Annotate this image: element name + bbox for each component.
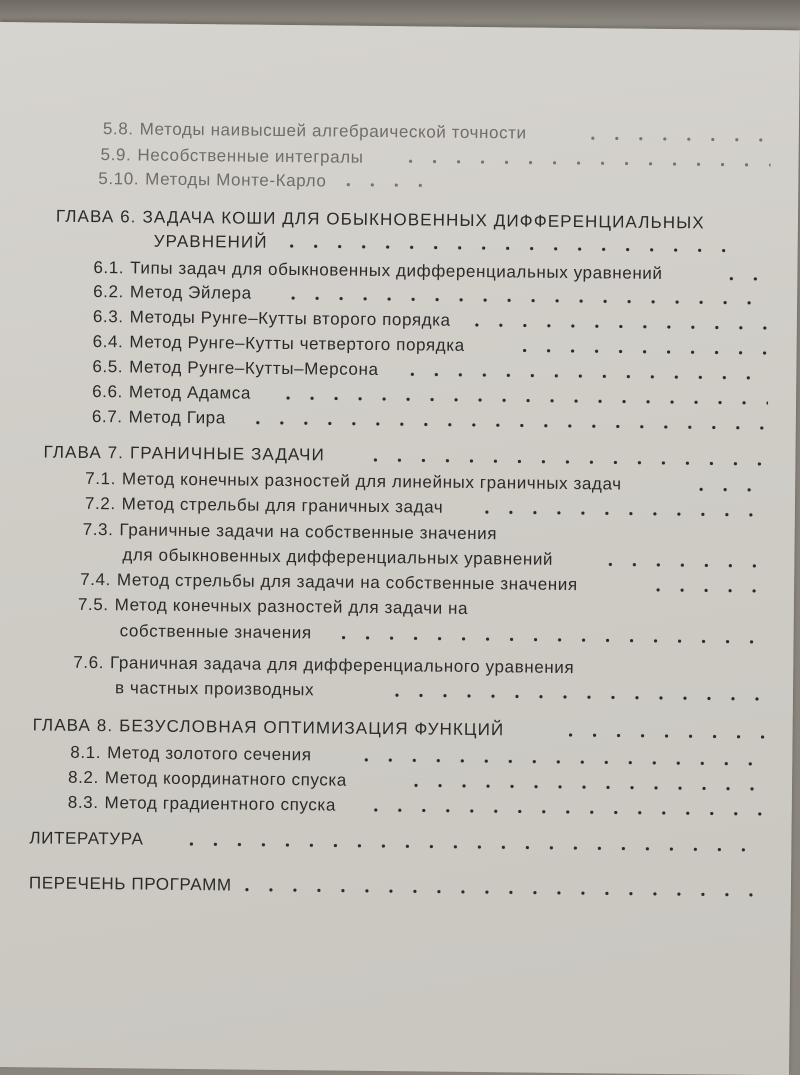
toc-entry-7-6-cont — [115, 678, 314, 700]
dot-leader — [280, 244, 726, 253]
section-title: Граничная задача для дифференциального уравнения — [109, 653, 575, 678]
section-title: Метод конечных разностей для задачи на — [114, 595, 469, 618]
section-title: Методы Рунге–Кутты второго порядка — [129, 307, 451, 330]
section-number: 5.10. — [98, 169, 140, 189]
dot-leader — [513, 348, 769, 355]
section-number: 7.4. — [80, 569, 112, 590]
section-number: 5.9. — [100, 145, 132, 165]
dot-leader — [276, 396, 768, 405]
section-title: Метод Гира — [128, 407, 226, 428]
dot-leader — [400, 372, 768, 380]
section-title: Метод золотого сечения — [107, 743, 312, 765]
section-title: Метод Эйлера — [129, 282, 252, 303]
chapter-6-heading-cont — [154, 232, 268, 253]
chapter-label: ГЛАВА 8. — [32, 715, 114, 736]
toc-entry-8-1 — [70, 743, 311, 766]
section-number: 5.8. — [102, 119, 134, 139]
toc-entry-literature — [29, 828, 143, 849]
dot-leader — [179, 842, 763, 852]
chapter-label: ГЛАВА 7. — [43, 442, 125, 463]
chapter-title: ГРАНИЧНЫЕ ЗАДАЧИ — [129, 443, 325, 465]
dot-leader — [246, 421, 768, 430]
dot-leader — [465, 323, 769, 330]
dot-leader — [364, 808, 764, 816]
dot-leader — [559, 733, 765, 739]
section-title: ПЕРЕЧЕНЬ ПРОГРАММ — [28, 873, 232, 895]
dot-leader — [385, 693, 765, 701]
toc-entry-5-9 — [101, 145, 364, 168]
dot-leader — [689, 487, 767, 492]
toc-entry-5-8 — [103, 119, 527, 143]
section-title: Метод градиентного спуска — [104, 793, 337, 815]
dot-leader — [354, 758, 764, 766]
section-title: Методы наивысшей алгебраической точности — [139, 119, 527, 143]
chapter-title: БЕЗУСЛОВНАЯ ОПТИМИЗАЦИЯ ФУНКЦИЙ — [119, 716, 505, 740]
section-title: Метод стрельбы для граничных задач — [121, 494, 444, 517]
section-title: Метод стрельбы для задачи на собственные значения — [116, 570, 578, 595]
dot-leader — [719, 277, 769, 282]
section-number: 6.4. — [92, 331, 124, 352]
dot-leader — [332, 636, 766, 645]
section-title-cont: собственные значения — [119, 621, 312, 643]
dot-leader — [581, 136, 771, 142]
chapter-6-heading — [56, 207, 705, 234]
book-page — [0, 22, 800, 1075]
section-number: 8.2. — [67, 767, 99, 788]
toc-entry-8-2 — [68, 768, 347, 791]
toc-entry-6-7 — [92, 407, 226, 428]
section-title: Метод координатного спуска — [104, 768, 348, 790]
chapter-8-heading — [33, 715, 505, 740]
section-number: 6.3. — [92, 306, 124, 327]
section-number: 6.1. — [93, 257, 125, 278]
section-number: 7.5. — [77, 594, 109, 615]
section-title: Методы Монте-Карло — [145, 169, 327, 191]
section-number: 7.6. — [73, 652, 105, 673]
section-title: Метод Рунге–Кутты–Мерсона — [129, 357, 379, 379]
dot-leader — [363, 458, 767, 466]
toc-entry-7-3-cont — [122, 545, 553, 570]
toc-entry-6-2 — [93, 282, 252, 304]
toc-entry-7-4 — [80, 570, 578, 595]
toc-entry-7-6 — [73, 653, 574, 678]
toc-entry-7-5 — [78, 595, 468, 619]
section-number: 6.6. — [92, 381, 123, 402]
toc-entry-7-3 — [83, 520, 498, 544]
toc-entry-6-6 — [92, 382, 251, 404]
toc-entry-6-4 — [93, 332, 465, 356]
dot-leader — [336, 183, 436, 188]
section-title: Метод Рунге–Кутты четвертого порядка — [129, 332, 465, 355]
toc-entry-8-3 — [68, 793, 336, 816]
toc-entry-7-1 — [85, 469, 622, 495]
dot-leader — [281, 296, 769, 305]
section-title-cont: в частных производных — [114, 678, 315, 700]
toc-entry-6-1 — [93, 258, 662, 284]
dot-leader — [475, 510, 767, 517]
section-title-cont: для обыкновенных дифференциальных уравнений — [122, 545, 554, 569]
section-number: 7.2. — [84, 493, 116, 514]
section-title: Граничные задачи на собственные значения — [119, 520, 498, 544]
section-title: Метод Адамса — [128, 382, 252, 403]
section-number: 6.5. — [92, 356, 124, 377]
toc-entry-6-5 — [92, 357, 378, 380]
section-number: 7.1. — [85, 468, 117, 489]
section-title: ЛИТЕРАТУРА — [29, 828, 144, 849]
chapter-title: ЗАДАЧА КОШИ ДЛЯ ОБЫКНОВЕННЫХ ДИФФЕРЕНЦИАЛЬНЫХ — [142, 207, 705, 233]
chapter-label: ГЛАВА 6. — [55, 206, 137, 227]
section-number: 6.2. — [93, 281, 125, 302]
section-number: 8.1. — [70, 742, 102, 763]
toc-entry-6-3 — [93, 307, 451, 331]
section-title: Несобственные интегралы — [137, 145, 364, 167]
toc-entry-5-10 — [98, 169, 326, 191]
toc-entry-programs — [29, 873, 232, 895]
section-number: 8.3. — [67, 792, 99, 813]
chapter-title-cont: УРАВНЕНИЙ — [153, 231, 268, 252]
toc-entry-7-2 — [85, 494, 444, 518]
section-number: 7.3. — [82, 519, 114, 540]
section-number: 6.7. — [91, 406, 123, 427]
toc-entry-7-5-cont — [120, 621, 312, 643]
dot-leader — [646, 588, 766, 593]
section-title: Типы задач для обыкновенных дифференциальных уравнений — [130, 258, 663, 283]
section-title: Метод конечных разностей для линейных граничных задач — [121, 469, 622, 494]
dot-leader — [399, 159, 771, 167]
dot-leader — [404, 783, 764, 791]
dot-leader — [598, 562, 766, 568]
chapter-7-heading — [43, 442, 325, 465]
dot-leader — [235, 888, 763, 898]
